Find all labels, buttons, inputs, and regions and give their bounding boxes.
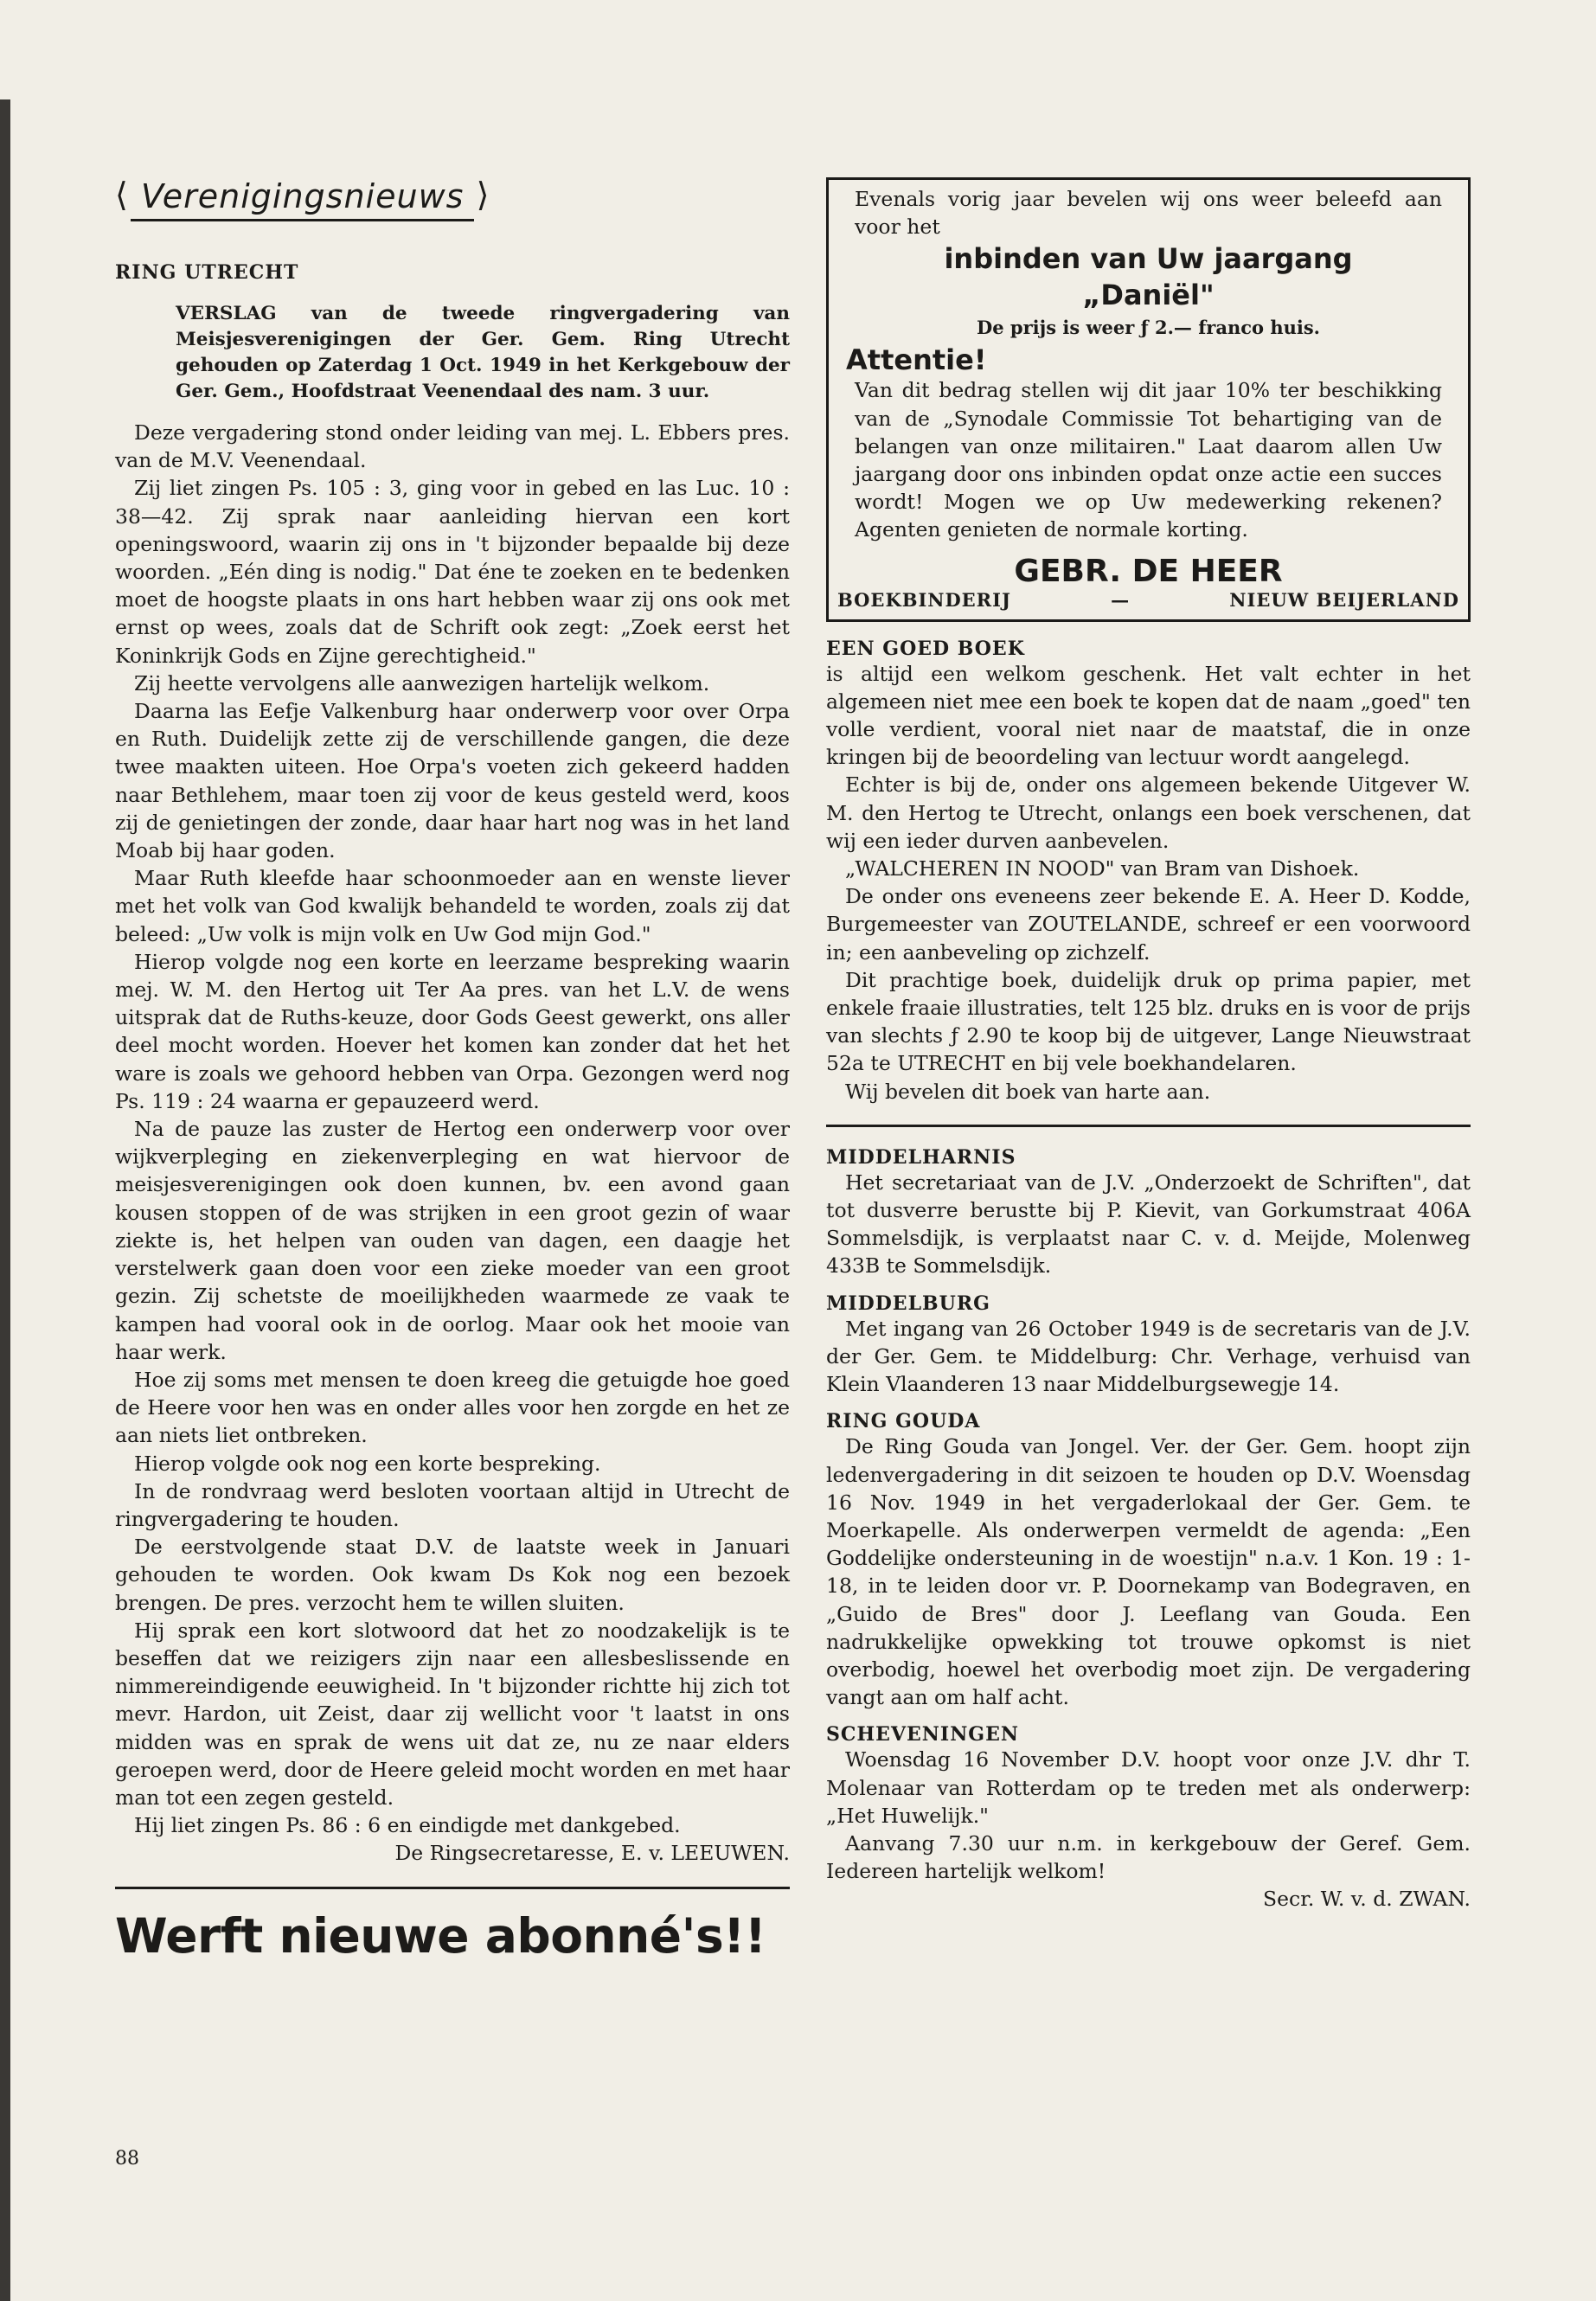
book-heading: EEN GOED BOEK — [826, 637, 1025, 660]
paragraph: In de rondvraag werd besloten voortaan altijd in Utrecht de ringvergadering te houden. — [115, 1478, 790, 1531]
divider — [826, 1125, 1471, 1127]
divider — [115, 1887, 790, 1889]
right-column — [826, 177, 1471, 1913]
paragraph: Zij heette vervolgens alle aanwezigen hartelijk welkom. — [134, 670, 710, 695]
page-number: 88 — [115, 2148, 139, 2170]
report-intro: VERSLAG van de tweede ringvergadering van Meisjesverenigingen der Ger. Gem. Ring Utrecht gehouden op Zaterdag 1 Oct. 1949 in het Kerkgebouw der Ger. Gem., Hoofdstraat Veenendaal des nam. 3 uur. — [176, 303, 790, 402]
ad-intro: Evenals vorig jaar bevelen wij ons weer beleefd aan voor het — [855, 187, 1442, 240]
paragraph: Met ingang van 26 October 1949 is de secretaris van de J.V. der Ger. Gem. te Middelburg: Chr. Verhage, verhuisd van Klein Vlaanderen 13 naar Middelburgsewegje 14. — [826, 1316, 1471, 1397]
paragraph: Woensdag 16 November D.V. hoopt voor onze J.V. dhr T. Molenaar van Rotterdam op te treden met als onderwerp: „Het Huwelijk." — [826, 1747, 1471, 1828]
scan-edge — [0, 99, 10, 2301]
ad-headline: inbinden van Uw jaargang — [944, 242, 1353, 276]
paragraph: Dit prachtige boek, duidelijk druk op prima papier, met enkele fraaie illustraties, telt 125 blz. druks en is voor de prijs van slechts ƒ 2.90 te koop bij de uitgever, Lange Nieuwstraat 52a te UTRECHT en bij vele boekhandelaren. — [826, 967, 1471, 1076]
paragraph: De eerstvolgende staat D.V. de laatste week in Januari gehouden te worden. Ook kwam Ds Kok nog een bezoek brengen. De pres. verzocht hem te willen sluiten. — [115, 1535, 790, 1615]
ad-attention: Attentie! — [846, 343, 987, 377]
paragraph: De Ring Gouda van Jongel. Ver. der Ger. Gem. hoopt zijn ledenvergadering in dit seizoen te houden op D.V. Woensdag 16 Nov. 1949 in het vergaderlokaal der Ger. Gem. te Moerkapelle. Als onderwerpen vermeldt de agenda: „Een Goddelijke ondersteuning in de woestijn" n.a.v. 1 Kon. 19 : 1-18, in te leiden door vr. P. Doornekamp van Bodegraven, en „Guido de Bres" door J. Leeflang van Gouda. Een nadrukkelijke opwekking tot trouwe opkomst is niet overbodig, hoewel het overbodig moet zijn. De vergadering vangt aan om half acht. — [826, 1434, 1471, 1710]
subscriber-slogan: Werft nieuwe abonné's!! — [115, 1907, 766, 1964]
ring-utrecht-heading: RING UTRECHT — [115, 261, 299, 284]
ad-headline-title: „Daniël" — [1082, 279, 1215, 312]
section-banner: ⟨ Verenigingsnieuws ⟩ — [131, 177, 474, 221]
paragraph: Na de pauze las zuster de Hertog een onderwerp voor over wijkverpleging en ziekenverpleging en wat hiervoor de meisjesverenigingen ook doen kunnen, bv. een avond gaan kousen stoppen of de was strijken in een groot gezin of waar ziekte is, het helpen van ouden van dagen, een daagje het verstelwerk gaan doen voor een zieke moeder van een groot gezin. Zij schetste de moeilijkheden waarmede ze vaak te kampen had vooral ook in de oorlog. Maar ook het mooie van haar werk. — [115, 1117, 790, 1364]
scheveningen-heading: SCHEVENINGEN — [826, 1723, 1019, 1747]
paragraph: Echter is bij de, onder ons algemeen bekende Uitgever W. M. den Hertog te Utrecht, onlangs een boek verschenen, dat wij een ieder durven aanbevelen. — [826, 772, 1471, 853]
left-column — [115, 177, 790, 1964]
paragraph: Hij liet zingen Ps. 86 : 6 en eindigde met dankgebed. — [134, 1813, 681, 1838]
ring-gouda-heading: RING GOUDA — [826, 1410, 981, 1433]
paragraph: Deze vergadering stond onder leiding van mej. L. Ebbers pres. van de M.V. Veenendaal. — [115, 420, 790, 473]
ad-body: Van dit bedrag stellen wij dit jaar 10% ter beschikking van de „Synodale Commissie Tot behartiging van de belangen van onze militairen." Laat daarom allen Uw jaargang door ons inbinden opdat onze actie een succes wordt! Mogen we op Uw medewerking rekenen? Agenten genieten de normale korting. — [855, 378, 1442, 542]
ad-firm-left: BOEKBINDERIJ — [837, 588, 1011, 611]
ad-price: De prijs is weer ƒ 2.— franco huis. — [977, 317, 1320, 339]
paragraph: Daarna las Eefje Valkenburg haar onderwerp voor over Orpa en Ruth. Duidelijk zette zij de verschillende gangen, die deze twee maakten uiteen. Hoe Orpa's voeten zich gekeerd hadden naar Bethlehem, maar toen zij voor de keus gesteld werd, koos zij de genietingen der zonde, daar haar hart nog was in het land Moab bij haar goden. — [115, 699, 790, 863]
paragraph: Het secretariaat van de J.V. „Onderzoekt de Schriften", dat tot dusverre berustte bij P. Kievit, van Gorkumstraat 406A Sommelsdijk, is verplaatst naar C. v. d. Meijde, Molenweg 433B te Sommelsdijk. — [826, 1170, 1471, 1279]
middelburg-heading: MIDDELBURG — [826, 1292, 990, 1315]
paragraph: De onder ons eveneens zeer bekende E. A. Heer D. Kodde, Burgemeester van ZOUTELANDE, schreef er een voorwoord in; een aanbeveling op zichzelf. — [826, 884, 1471, 965]
paragraph: Maar Ruth kleefde haar schoonmoeder aan en wenste liever met het volk van God kwalijk behandeld te worden, zoals zij dat beleed: „Uw volk is mijn volk en Uw God mijn God." — [115, 866, 790, 946]
scheveningen-signature: Secr. W. v. d. ZWAN. — [1263, 1887, 1471, 1912]
ad-firm-dash: — — [1111, 588, 1131, 611]
paragraph: Wij bevelen dit boek van harte aan. — [845, 1079, 1211, 1104]
paragraph: Hierop volgde ook nog een korte bespreking. — [134, 1451, 601, 1476]
paragraph: Zij liet zingen Ps. 105 : 3, ging voor in gebed en las Luc. 10 : 38—42. Zij sprak naar aanleiding hiervan een kort openingswoord, waarin zij ons in 't bijzonder bepaalde bij deze woorden. „Eén ding is nodig." Dat éne te zoeken en te bedenken moet de hoogste plaats in ons hart hebben waar zij ons ook met ernst op wees, zoals dat de Schrift ook zegt: „Zoek eerst het Koninkrijk Gods en Zijne gerechtigheid." — [115, 476, 790, 668]
bookbinding-advertisement — [826, 177, 1471, 622]
paragraph: Hierop volgde nog een korte en leerzame bespreking waarin mej. W. M. den Hertog uit Ter Aa pres. van het L.V. de wens uitsprak dat de Ruths-keuze, door Gods Geest gewerkt, ons aller deel mocht worden. Hoever het komen kan zonder dat het het ware is zoals we gehoord hebben van Orpa. Gezongen werd nog Ps. 119 : 24 waarna er gepauzeerd werd. — [115, 949, 790, 1113]
paragraph: Aanvang 7.30 uur n.m. in kerkgebouw der Geref. Gem. Iedereen hartelijk welkom! — [826, 1830, 1471, 1884]
paragraph: Hoe zij soms met mensen te doen kreeg die getuigde hoe goed de Heere voor hen was en onder alles voor hen zorgde en het ze aan niets liet ontbreken. — [115, 1367, 790, 1448]
ad-firm-right: NIEUW BEIJERLAND — [1229, 588, 1459, 611]
paragraph: „WALCHEREN IN NOOD" van Bram van Dishoek. — [845, 856, 1360, 881]
paragraph: Hij sprak een kort slotwoord dat het zo noodzakelijk is te beseffen dat we reizigers zijn naar een allesbeslissende en nimmereindigende eeuwigheid. In 't bijzonder richtte hij zich tot mevr. Hardon, uit Zeist, daar zij wellicht voor 't laatst in ons midden was en sprak de wens uit dat ze, nu ze naar elders geroepen werd, door de Heere geleid mocht worden en met haar man tot een zegen gesteld. — [115, 1618, 790, 1810]
ad-firm-line — [837, 589, 1459, 611]
middelharnis-heading: MIDDELHARNIS — [826, 1145, 1016, 1169]
paragraph: is altijd een welkom geschenk. Het valt echter in het algemeen niet mee een boek te kopen dat de naam „goed" ten volle verdient, vooral niet naar de maatstaf, die in onze kringen bij de beoordeling van lectuur wordt aangelegd. — [826, 661, 1471, 770]
ring-signature: De Ringsecretaresse, E. v. LEEUWEN. — [394, 1841, 790, 1866]
ad-firm-name: GEBR. DE HEER — [1014, 553, 1283, 589]
